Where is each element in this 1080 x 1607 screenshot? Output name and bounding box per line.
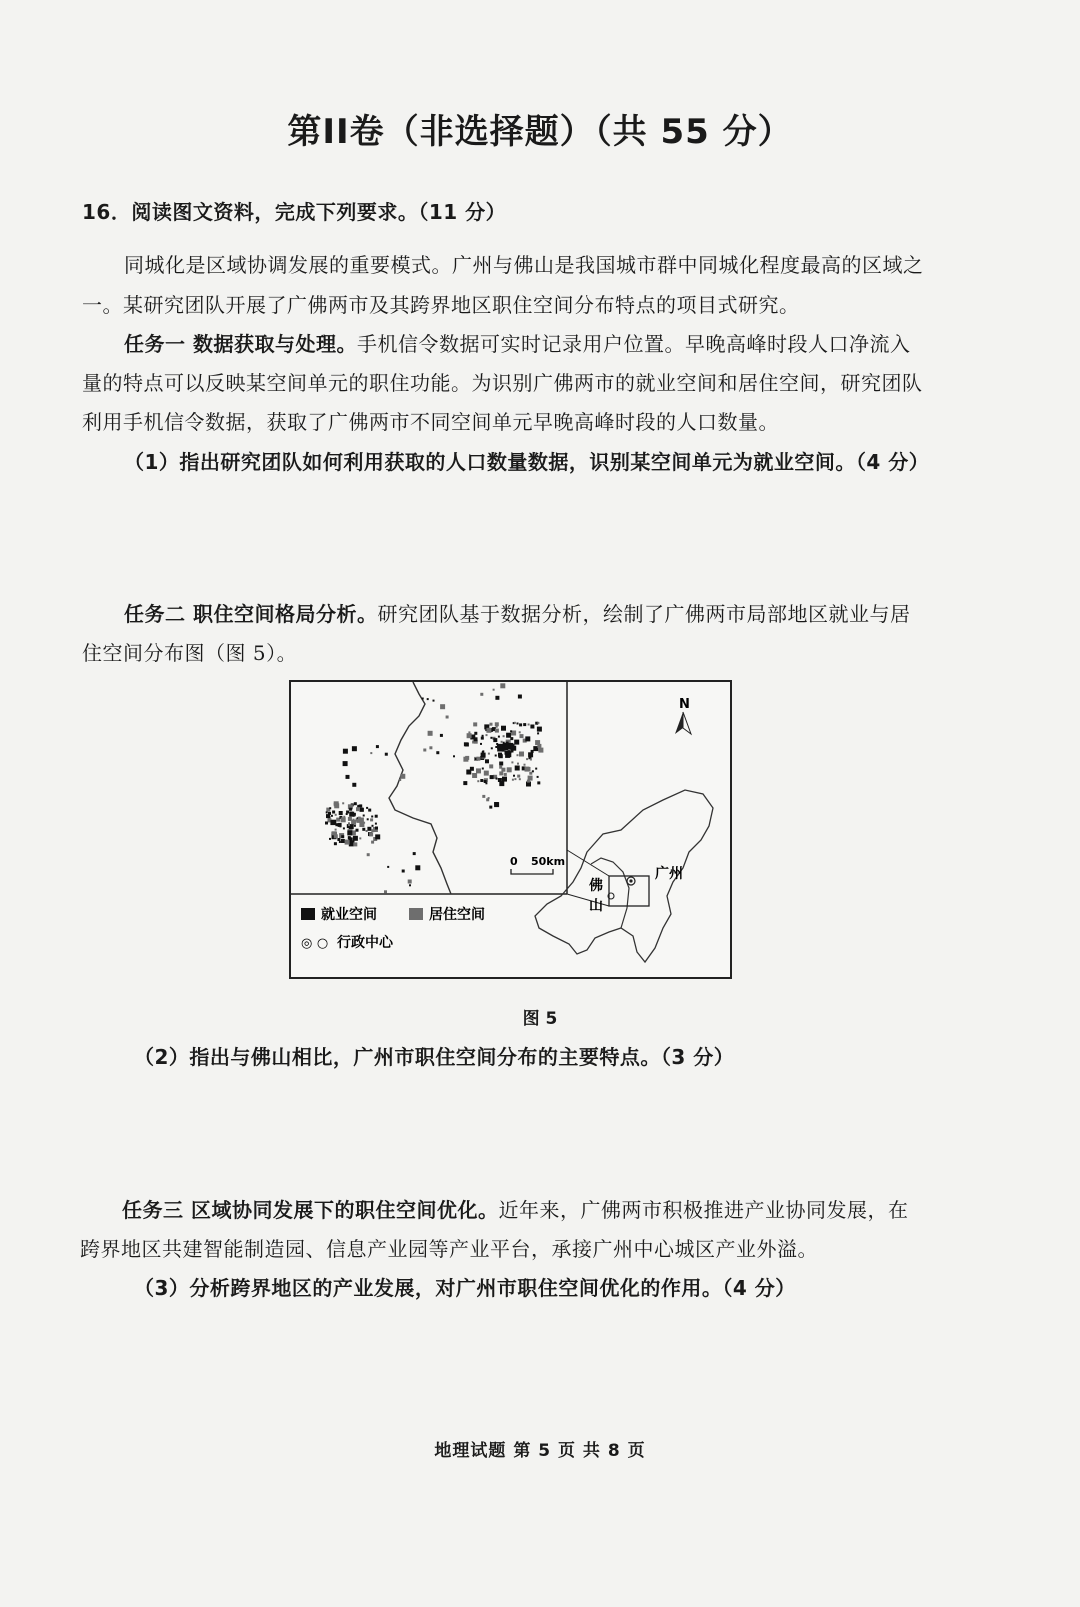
spatial-unit-cell — [507, 750, 510, 753]
spatial-unit-cell — [485, 759, 489, 763]
spatial-unit-cell — [481, 753, 486, 758]
spatial-unit-cell — [526, 758, 528, 760]
task1-line-1 — [124, 328, 910, 357]
spatial-unit-cell — [362, 828, 365, 831]
spatial-unit-cell — [408, 880, 412, 884]
spatial-unit-cell — [359, 837, 361, 839]
legend-employment-swatch — [301, 908, 315, 920]
spatial-unit-cell — [400, 774, 405, 779]
spatial-unit-cell — [343, 827, 345, 829]
spatial-unit-cell — [328, 812, 331, 815]
task1-line-2: 量的特点可以反映某空间单元的职住功能。为识别广佛两市的就业空间和居住空间，研究团队 — [82, 371, 923, 395]
spatial-unit-cell — [354, 802, 357, 805]
spatial-unit-cell — [537, 727, 542, 732]
spatial-unit-cell — [463, 757, 468, 762]
spatial-unit-cell — [375, 827, 378, 830]
spatial-unit-cell — [528, 724, 530, 726]
leader-line-top — [567, 850, 609, 876]
spatial-unit-cell — [347, 830, 352, 835]
legend-admin-label: 行政中心 — [337, 935, 393, 951]
spatial-unit-cell — [495, 722, 499, 726]
spatial-unit-cell — [495, 729, 499, 733]
spatial-unit-cell — [499, 771, 503, 775]
spatial-unit-cell — [481, 737, 484, 740]
spatial-unit-cell — [514, 778, 516, 780]
task3-line-2: 跨界地区共建智能制造园、信息产业园等产业平台，承接广州中心城区产业外溢。 — [80, 1237, 818, 1261]
spatial-unit-cell — [519, 723, 522, 726]
spatial-unit-cell — [472, 773, 477, 778]
spatial-unit-cell — [409, 884, 411, 886]
spatial-unit-cell — [502, 749, 505, 752]
spatial-unit-cell — [510, 746, 514, 750]
spatial-unit-cell — [528, 752, 533, 757]
spatial-unit-cell — [498, 778, 502, 782]
spatial-unit-cell — [470, 767, 474, 771]
spatial-unit-cell — [346, 813, 348, 815]
spatial-unit-cell — [356, 807, 360, 811]
spatial-unit-cell — [514, 740, 519, 745]
spatial-unit-cell — [523, 723, 526, 726]
spatial-unit-cell — [488, 753, 490, 755]
spatial-unit-cell — [453, 755, 455, 757]
legend-residence-label: 居住空间 — [429, 907, 485, 923]
spatial-unit-cell — [440, 704, 445, 709]
spatial-unit-cell — [482, 768, 484, 770]
spatial-unit-cell — [370, 818, 373, 821]
task1-text-1: 手机信令数据可实时记录用户位置。早晚高峰时段人口净流入 — [356, 332, 911, 356]
spatial-unit-cell — [514, 722, 516, 724]
spatial-unit-cell — [486, 728, 491, 733]
spatial-unit-cell — [477, 780, 479, 782]
spatial-unit-cell — [384, 890, 387, 893]
spatial-unit-cell — [537, 776, 539, 778]
spatial-unit-cell — [488, 797, 490, 799]
task2-label: 任务二 职住空间格局分析。 — [124, 602, 378, 626]
spatial-unit-cell — [537, 744, 541, 748]
spatial-unit-cell — [440, 734, 443, 737]
map-svg — [291, 682, 734, 981]
spatial-unit-cell — [506, 733, 511, 738]
spatial-unit-cell — [484, 771, 489, 776]
spatial-unit-cell — [495, 755, 497, 757]
spatial-unit-cell — [482, 735, 484, 737]
spatial-unit-cell — [375, 823, 377, 825]
spatial-unit-cell — [530, 759, 532, 761]
spatial-unit-cell — [346, 775, 350, 779]
subquestion-3: （3）分析跨界地区的产业发展，对广州市职住空间优化的作用。（4 分） — [134, 1276, 796, 1300]
spatial-unit-cell — [363, 815, 365, 817]
spatial-unit-cell — [329, 838, 331, 840]
figure-caption: 图 5 — [522, 1009, 558, 1029]
spatial-unit-cell — [354, 825, 356, 827]
spatial-unit-cell — [512, 779, 514, 781]
spatial-unit-cell — [342, 802, 344, 804]
spatial-unit-cell — [366, 807, 368, 809]
spatial-unit-cell — [515, 766, 520, 771]
spatial-unit-cell — [504, 773, 507, 776]
spatial-unit-cell — [402, 870, 405, 873]
spatial-unit-cell — [367, 818, 369, 820]
spatial-unit-cell — [348, 824, 350, 826]
spatial-unit-cell — [334, 834, 338, 838]
spatial-unit-cell — [482, 795, 485, 798]
spatial-unit-cell — [518, 695, 522, 699]
spatial-unit-cell — [500, 683, 505, 688]
intro-line-2: 一。某研究团队开展了广佛两市及其跨界地区职住空间分布特点的项目式研究。 — [82, 293, 800, 317]
inset-label-foshan-2: 山 — [589, 898, 603, 914]
spatial-unit-cell — [531, 750, 534, 753]
spatial-unit-cell — [530, 725, 534, 729]
spatial-unit-cell — [489, 806, 492, 809]
spatial-unit-cell — [499, 766, 502, 769]
spatial-unit-cell — [503, 735, 505, 737]
spatial-unit-cell — [476, 768, 481, 773]
spatial-unit-cell — [528, 776, 533, 781]
spatial-unit-cell — [511, 750, 514, 753]
spatial-unit-cell — [493, 738, 497, 742]
spatial-unit-cell — [357, 805, 359, 807]
spatial-unit-cell — [501, 741, 503, 743]
task3-line-1 — [122, 1194, 908, 1223]
task2-line-1 — [124, 598, 910, 627]
spatial-unit-cell — [537, 781, 540, 784]
task3-text-1: 近年来，广佛两市积极推进产业协同发展，在 — [498, 1198, 909, 1222]
spatial-unit-cell — [370, 752, 372, 754]
spatial-unit-cell — [468, 731, 470, 733]
spatial-unit-cell — [486, 734, 488, 736]
spatial-unit-cell — [371, 841, 374, 844]
spatial-unit-cell — [331, 815, 333, 817]
spatial-unit-cell — [433, 700, 435, 702]
spatial-unit-cell — [339, 841, 341, 843]
spatial-unit-cell — [345, 840, 350, 845]
section-title: 第II卷（非选择题）（共 55 分） — [287, 112, 793, 152]
spatial-unit-cell — [502, 777, 507, 782]
spatial-unit-cell — [353, 836, 358, 841]
spatial-unit-cell — [326, 811, 328, 813]
spatial-unit-cell — [385, 753, 388, 756]
spatial-unit-cell — [341, 839, 345, 843]
spatial-unit-cell — [464, 742, 468, 746]
spatial-unit-cell — [335, 829, 337, 831]
spatial-unit-cell — [498, 736, 500, 738]
spatial-unit-cell — [503, 743, 506, 746]
spatial-unit-cell — [363, 822, 365, 824]
inset-label-guangzhou: 广州 — [655, 866, 683, 882]
spatial-unit-cell — [413, 852, 416, 855]
spatial-unit-cell — [341, 817, 346, 822]
spatial-unit-cell — [511, 761, 513, 763]
spatial-unit-cell — [525, 736, 530, 741]
spatial-unit-cell — [367, 827, 371, 831]
spatial-unit-cell — [473, 722, 477, 726]
spatial-unit-cell — [474, 737, 478, 741]
figure-5-map — [289, 680, 732, 979]
spatial-unit-cell — [525, 767, 530, 772]
scale-bar — [511, 869, 553, 874]
spatial-unit-cell — [371, 829, 374, 832]
spatial-unit-cell — [353, 840, 355, 842]
spatial-unit-cell — [415, 865, 420, 870]
spatial-unit-cell — [467, 733, 472, 738]
legend-employment-label: 就业空间 — [321, 907, 377, 923]
question-heading: 16．阅读图文资料，完成下列要求。（11 分） — [82, 200, 507, 224]
spatial-unit-cell — [501, 726, 506, 731]
spatial-unit-cell — [343, 749, 348, 754]
spatial-unit-cell — [517, 775, 520, 778]
spatial-unit-cell — [329, 807, 331, 809]
spatial-unit-cell — [513, 775, 515, 777]
spatial-unit-cell — [490, 723, 493, 726]
spatial-unit-cell — [422, 698, 424, 700]
spatial-unit-cell — [499, 762, 503, 766]
spatial-unit-cell — [509, 743, 511, 745]
north-label: N — [679, 697, 690, 712]
spatial-unit-cell — [519, 752, 524, 757]
spatial-unit-cell — [529, 772, 532, 775]
spatial-unit-cell — [349, 812, 354, 817]
spatial-unit-cell — [491, 747, 493, 749]
spatial-unit-cell — [517, 763, 519, 765]
spatial-unit-cell — [339, 811, 343, 815]
task2-text-1: 研究团队基于数据分析，绘制了广佛两市局部地区就业与居 — [377, 602, 911, 626]
spatial-unit-cell — [463, 781, 467, 785]
spatial-unit-cell — [446, 716, 449, 719]
inset-label-foshan-1: 佛 — [589, 878, 603, 894]
spatial-unit-cell — [498, 754, 502, 758]
spatial-unit-cell — [429, 746, 432, 749]
spatial-unit-cell — [535, 768, 537, 770]
spatial-unit-cell — [335, 814, 337, 816]
spatial-unit-cell — [490, 775, 494, 779]
spatial-unit-cell — [352, 783, 356, 787]
spatial-unit-cell — [480, 693, 483, 696]
legend-residence-swatch — [409, 908, 423, 920]
spatial-unit-cell — [369, 832, 373, 836]
spatial-unit-cell — [352, 746, 357, 751]
spatial-unit-cell — [538, 748, 543, 753]
spatial-unit-cell — [332, 811, 335, 814]
subquestion-2: （2）指出与佛山相比，广州市职住空间分布的主要特点。（3 分） — [134, 1045, 735, 1069]
spatial-unit-cell — [399, 779, 401, 781]
spatial-unit-cell — [387, 866, 389, 868]
task2-line-2: 住空间分布图（图 5）。 — [82, 641, 298, 665]
spatial-unit-cell — [507, 767, 512, 772]
spatial-unit-cell — [343, 761, 348, 766]
intro-line-1: 同城化是区域协调发展的重要模式。广州与佛山是我国城市群中同城化程度最高的区域之 — [124, 253, 924, 277]
spatial-unit-cell — [375, 815, 378, 818]
spatial-unit-cell — [337, 838, 340, 841]
spatial-unit-cell — [496, 778, 498, 780]
spatial-unit-cell — [423, 749, 426, 752]
spatial-unit-cell — [348, 822, 350, 824]
spatial-unit-cell — [520, 734, 524, 738]
spatial-unit-cell — [519, 778, 521, 780]
spatial-unit-cell — [537, 722, 539, 724]
spatial-unit-cell — [357, 819, 360, 822]
spatial-unit-cell — [517, 754, 519, 756]
spatial-unit-cell — [490, 737, 492, 739]
spatial-unit-cell — [341, 835, 344, 838]
spatial-unit-cell — [376, 745, 379, 748]
spatial-unit-cell — [494, 802, 498, 806]
spatial-unit-cell — [330, 820, 335, 825]
spatial-unit-cell — [349, 808, 352, 811]
spatial-unit-cell — [495, 696, 499, 700]
north-arrow-icon — [675, 712, 683, 734]
spatial-unit-cell — [366, 830, 368, 832]
spatial-unit-cell — [368, 809, 371, 812]
spatial-unit-cell — [353, 842, 357, 846]
task1-label: 任务一 数据获取与处理。 — [124, 332, 357, 356]
spatial-unit-cell — [517, 723, 519, 725]
spatial-unit-cell — [372, 825, 374, 827]
spatial-unit-cell — [532, 770, 534, 772]
spatial-unit-cell — [474, 732, 477, 735]
spatial-unit-cell — [367, 853, 370, 856]
spatial-unit-cell — [375, 834, 380, 839]
scale-zero: 0 — [510, 855, 518, 868]
spatial-unit-cell — [428, 731, 433, 736]
spatial-unit-cell — [537, 732, 539, 734]
spatial-unit-cell — [510, 730, 512, 732]
spatial-unit-cell — [436, 751, 439, 754]
spatial-unit-cell — [524, 764, 526, 766]
spatial-unit-cell — [497, 744, 502, 749]
spatial-unit-cell — [371, 816, 373, 818]
spatial-unit-cell — [493, 689, 495, 691]
task1-line-3: 利用手机信令数据，获取了广佛两市不同空间单元早晚高峰时段的人口数量。 — [82, 410, 779, 434]
spatial-unit-cell — [484, 780, 487, 783]
spatial-unit-cell — [334, 842, 337, 845]
spatial-unit-cell — [348, 837, 351, 840]
spatial-unit-cell — [480, 743, 482, 745]
task3-label: 任务三 区域协同发展下的职住空间优化。 — [122, 1198, 499, 1222]
spatial-unit-cell — [476, 757, 480, 761]
subquestion-1: （1）指出研究团队如何利用获取的人口数量数据，识别某空间单元为就业空间。（4 分） — [124, 450, 930, 474]
spatial-unit-cell — [427, 698, 429, 700]
page-footer: 地理试题 第 5 页 共 8 页 — [434, 1441, 646, 1461]
spatial-unit-cell — [480, 779, 483, 782]
spatial-unit-cell — [351, 820, 356, 825]
spatial-unit-cell — [334, 801, 339, 806]
spatial-unit-cell — [356, 829, 359, 832]
legend-admin-symbols: ◎ ○ — [301, 936, 329, 951]
spatial-unit-cell — [325, 822, 328, 825]
spatial-unit-cell — [338, 823, 342, 827]
spatial-unit-cell — [489, 764, 493, 768]
spatial-unit-cell — [519, 731, 521, 733]
city-boundary — [389, 682, 451, 894]
scale-label: 50km — [531, 855, 566, 868]
spatial-unit-cell — [510, 737, 513, 740]
